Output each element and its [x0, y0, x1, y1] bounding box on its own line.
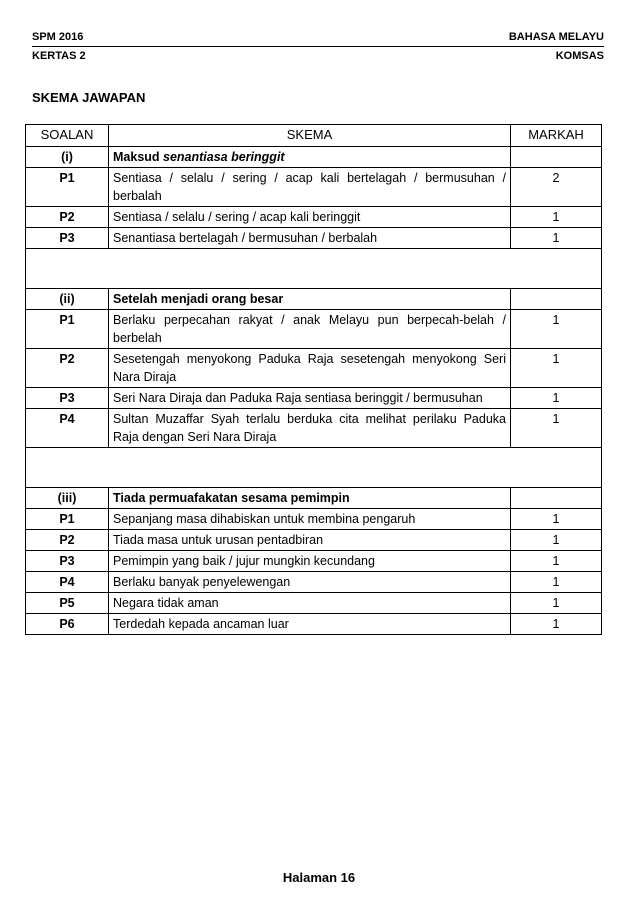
table-row	[26, 228, 602, 249]
point-mark: 1	[511, 409, 602, 448]
point-mark: 1	[511, 388, 602, 409]
point-text: Sesetengah menyokong Paduka Raja sesetengah menyokong Seri Nara Diraja	[109, 349, 511, 388]
point-mark: 1	[511, 228, 602, 249]
header-subject: BAHASA MELAYU	[508, 31, 604, 43]
table-row	[26, 349, 602, 388]
point-text: Negara tidak aman	[109, 593, 511, 614]
point-label: P5	[26, 593, 109, 614]
table-row	[26, 593, 602, 614]
point-label: P1	[26, 310, 109, 349]
table-row	[26, 614, 602, 635]
table-row	[26, 207, 602, 228]
point-mark: 1	[511, 593, 602, 614]
point-mark: 1	[511, 614, 602, 635]
mark-cell-empty	[511, 289, 602, 310]
point-label: P2	[26, 207, 109, 228]
table-header-row	[26, 125, 602, 147]
spacer-row	[26, 249, 602, 289]
point-mark: 1	[511, 207, 602, 228]
section-heading: Tiada permuafakatan sesama pemimpin	[109, 488, 511, 509]
table-row	[26, 409, 602, 448]
header-component: KOMSAS	[555, 50, 604, 62]
table-row	[26, 530, 602, 551]
point-text: Sentiasa / selalu / sering / acap kali bertelagah / bermusuhan / berbalah	[109, 168, 511, 207]
point-label: P2	[26, 349, 109, 388]
table-row	[26, 509, 602, 530]
point-text: Berlaku banyak penyelewengan	[109, 572, 511, 593]
point-mark: 1	[511, 349, 602, 388]
table-row	[26, 572, 602, 593]
spacer-row	[26, 448, 602, 488]
column-header-skema: SKEMA	[109, 125, 511, 147]
table-row	[26, 168, 602, 207]
header-row-bottom	[32, 50, 604, 64]
point-mark: 1	[511, 572, 602, 593]
point-text: Sentiasa / selalu / sering / acap kali beringgit	[109, 207, 511, 228]
point-text: Seri Nara Diraja dan Paduka Raja sentiasa beringgit / bermusuhan	[109, 388, 511, 409]
table-row	[26, 551, 602, 572]
point-text: Berlaku perpecahan rakyat / anak Melayu pun berpecah-belah / berbelah	[109, 310, 511, 349]
point-label: P4	[26, 572, 109, 593]
question-number: (i)	[26, 147, 109, 168]
point-mark: 1	[511, 530, 602, 551]
point-text: Sultan Muzaffar Syah terlalu berduka cita melihat perilaku Paduka Raja dengan Seri Nara Diraja	[109, 409, 511, 448]
mark-cell-empty	[511, 488, 602, 509]
point-mark: 1	[511, 551, 602, 572]
table-row	[26, 310, 602, 349]
page-title: SKEMA JAWAPAN	[32, 90, 146, 105]
point-text: Senantiasa bertelagah / bermusuhan / berbalah	[109, 228, 511, 249]
point-text: Tiada masa untuk urusan pentadbiran	[109, 530, 511, 551]
point-mark: 2	[511, 168, 602, 207]
mark-cell-empty	[511, 147, 602, 168]
point-label: P3	[26, 228, 109, 249]
spacer-cell	[26, 448, 602, 488]
question-number: (iii)	[26, 488, 109, 509]
column-header-markah: MARKAH	[511, 125, 602, 147]
section-heading-row	[26, 289, 602, 310]
spacer-cell	[26, 249, 602, 289]
header-divider	[32, 46, 604, 47]
heading-text: Maksud	[113, 150, 164, 164]
header-paper: KERTAS 2	[32, 50, 86, 62]
point-text: Terdedah kepada ancaman luar	[109, 614, 511, 635]
section-heading	[109, 147, 511, 168]
point-text: Pemimpin yang baik / jujur mungkin kecundang	[109, 551, 511, 572]
point-label: P4	[26, 409, 109, 448]
point-mark: 1	[511, 509, 602, 530]
column-header-soalan: SOALAN	[26, 125, 109, 147]
point-label: P2	[26, 530, 109, 551]
point-label: P1	[26, 509, 109, 530]
heading-italic-text: senantiasa beringgit	[163, 150, 285, 164]
header-exam: SPM 2016	[32, 31, 84, 43]
point-label: P3	[26, 551, 109, 572]
question-number: (ii)	[26, 289, 109, 310]
point-label: P3	[26, 388, 109, 409]
answer-scheme-table	[25, 124, 602, 635]
section-heading-row	[26, 147, 602, 168]
point-mark: 1	[511, 310, 602, 349]
point-label: P1	[26, 168, 109, 207]
section-heading: Setelah menjadi orang besar	[109, 289, 511, 310]
table-row	[26, 388, 602, 409]
section-heading-row	[26, 488, 602, 509]
page-footer: Halaman 16	[282, 870, 356, 885]
header-row-top	[32, 31, 604, 45]
point-label: P6	[26, 614, 109, 635]
point-text: Sepanjang masa dihabiskan untuk membina pengaruh	[109, 509, 511, 530]
